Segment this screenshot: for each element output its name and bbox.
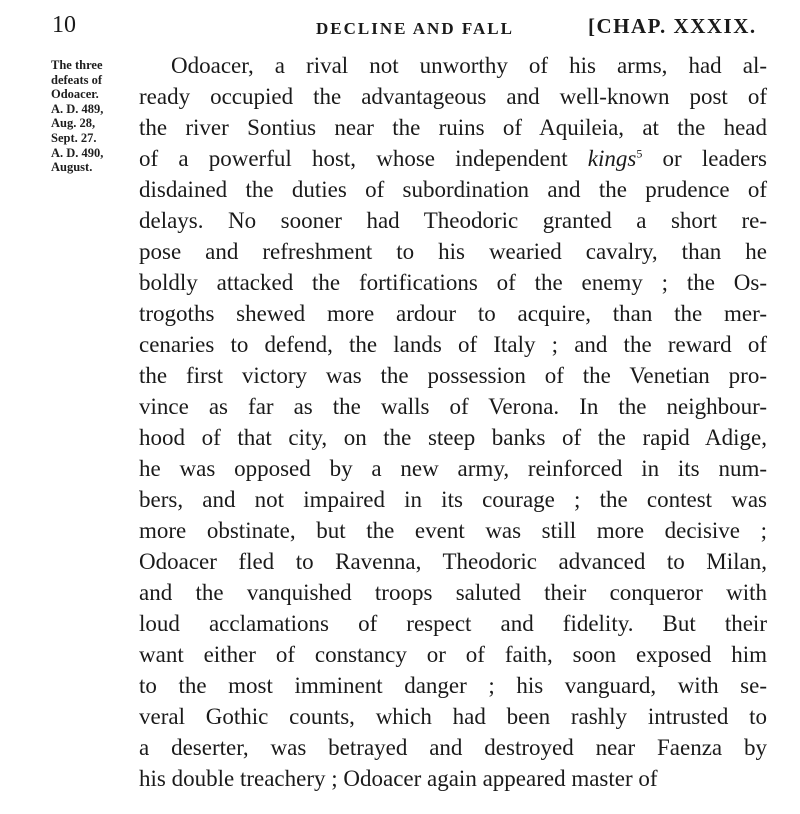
- text-line: pose and refreshment to his wearied cavalry, than he: [139, 239, 767, 264]
- italic-term: kings: [587, 146, 637, 171]
- text-line: [139, 143, 767, 174]
- text-line: he was opposed by a new army, reinforced in its num-: [139, 456, 767, 481]
- marginal-note-line: A. D. 490,: [51, 145, 104, 160]
- text-line: Odoacer fled to Ravenna, Theodoric advanced to Milan,: [139, 549, 767, 574]
- marginal-note-line: August.: [51, 160, 93, 175]
- text-line: more obstinate, but the event was still more decisive ;: [139, 518, 767, 543]
- marginal-note-line: defeats of: [51, 72, 103, 87]
- text-line: the river Sontius near the ruins of Aquileia, at the head: [139, 115, 767, 140]
- marginal-note-line: Odoacer.: [51, 87, 99, 102]
- text-line: disdained the duties of subordination and the prudence of: [139, 177, 767, 202]
- text-segment: of a powerful host, whose independent: [139, 146, 588, 171]
- marginal-note-line: A. D. 489,: [51, 101, 104, 116]
- text-segment: or leaders: [642, 146, 767, 171]
- text-line: cenaries to defend, the lands of Italy ; and the reward of: [139, 332, 767, 357]
- marginal-note-line: The three: [51, 58, 103, 72]
- text-line: vince as far as the walls of Verona. In the neighbour-: [139, 394, 767, 419]
- text-line: loud acclamations of respect and fidelity. But their: [139, 611, 767, 636]
- text-line: the first victory was the possession of the Venetian pro-: [139, 363, 767, 388]
- chapter-label: [CHAP. XXXIX.: [588, 14, 757, 38]
- text-line: ready occupied the advantageous and well-known post of: [139, 84, 767, 109]
- marginal-note-line: Sept. 27.: [51, 130, 97, 145]
- footnote-marker[interactable]: 5: [636, 146, 643, 161]
- text-line: and the vanquished troops saluted their conqueror with: [139, 580, 767, 605]
- text-line: trogoths shewed more ardour to acquire, than the mer-: [139, 301, 767, 326]
- marginal-note: [51, 58, 146, 175]
- text-line: a deserter, was betrayed and destroyed near Faenza by: [139, 735, 767, 760]
- text-line: veral Gothic counts, which had been rashly intrusted to: [139, 704, 767, 729]
- body-text: [139, 50, 767, 794]
- running-title: DECLINE AND FALL: [316, 19, 514, 38]
- text-line: want either of constancy or of faith, soon exposed him: [139, 642, 767, 667]
- text-line: Odoacer, a rival not unworthy of his arms, had al-: [171, 53, 767, 78]
- text-line: boldly attacked the fortifications of the enemy ; the Os-: [139, 270, 767, 295]
- text-line: his double treachery ; Odoacer again appeared master of: [139, 766, 658, 791]
- text-line: bers, and not impaired in its courage ; the contest was: [139, 487, 767, 512]
- page-number: 10: [52, 12, 76, 38]
- text-line: to the most imminent danger ; his vanguard, with se-: [139, 673, 767, 698]
- text-line: hood of that city, on the steep banks of the rapid Adige,: [139, 425, 767, 450]
- text-line: delays. No sooner had Theodoric granted a short re-: [139, 208, 767, 233]
- marginal-note-line: Aug. 28,: [51, 116, 96, 131]
